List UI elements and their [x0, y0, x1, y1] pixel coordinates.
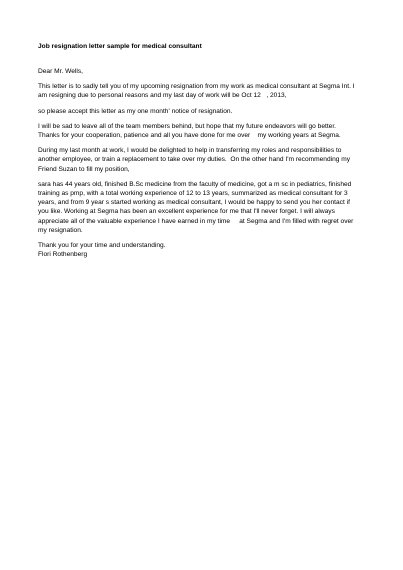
text-line: During my last month at work, I would be delighted to help in transferring my roles and responsibilities to: [38, 147, 342, 155]
signature-name: Flori Rothenberg: [38, 251, 88, 259]
text-line: appreciate all of the valuable experience I have earned in my time at Segma and I'm filled with regret over: [38, 217, 354, 225]
text-line: you like. Working at Segma has been an excellent experience for me that I'll never forget. I will always: [38, 208, 335, 216]
text-line: This letter is to sadly tell you of my upcoming resignation from my work as medical consultant at Segma Int. I: [38, 83, 355, 91]
paragraph-transition: [38, 146, 368, 174]
text-line: another employee, or train a replacement to take over my duties. On the other hand I'm recommending my: [38, 156, 351, 164]
text-line: training as pmp, with a total working experience of 12 to 13 years, summarized as medical consultant for 3: [38, 190, 348, 198]
text-line: I will be sad to leave all of the team members behind, but hope that my future endeavors will go better.: [38, 122, 336, 130]
paragraph-accept-notice: [38, 107, 368, 116]
paragraph-closing: [38, 241, 368, 259]
paragraph-thanks: [38, 122, 368, 140]
text-line: Friend Suzan to fill my position,: [38, 165, 130, 173]
text-line: Thanks for your cooperation, patience and all you have done for me over my working years at Segma.: [38, 132, 341, 140]
paragraph-recommendation: [38, 180, 368, 235]
greeting: Dear Mr. Wells,: [38, 68, 83, 75]
text-line: am resigning due to personal reasons and my last day of work will be Oct 12 , 2013,: [38, 92, 287, 100]
letter-body: [38, 42, 368, 265]
text-line: sara has 44 years old, finished B.Sc medicine from the faculty of medicine, got a m sc in pediatrics, finished: [38, 180, 352, 188]
text-line: years, and from 9 year s started working as medical consultant, I would be happy to send you her contact if: [38, 199, 350, 207]
text-line: so please accept this letter as my one month' notice of resignation.: [38, 107, 233, 115]
text-line: my resignation.: [38, 226, 83, 234]
text-line: Thank you for your time and understanding.: [38, 242, 166, 250]
paragraph-resignation-notice: [38, 82, 368, 100]
document-title: Job resignation letter sample for medical consultant: [38, 43, 202, 50]
